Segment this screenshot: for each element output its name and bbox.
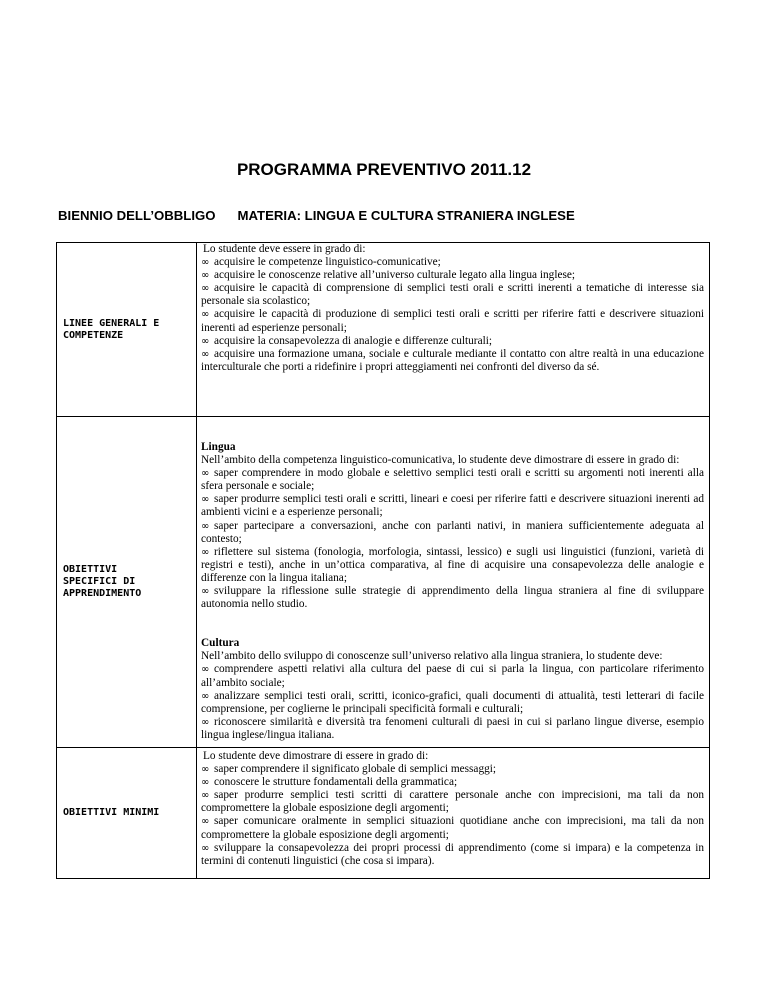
section-heading: Cultura: [201, 637, 240, 650]
list-item: ∞ sviluppare la consapevolezza dei propri processi di apprendimento (come si impara) e la competenza in termini di contenuti linguistici (che cosa si impara).: [201, 841, 704, 867]
list-item: ∞ comprendere aspetti relativi alla cultura del paese di cui si parla la lingua, con particolare riferimento all’ambito sociale;: [201, 663, 704, 689]
table-row-obiettivi-minimi: [57, 748, 710, 879]
list-item: ∞ saper comunicare oralmente in semplici situazioni quotidiane anche con imprecisioni, ma tali da non compromettere la globale esposizione degli argomenti;: [201, 815, 704, 841]
row-label: LINEE GENERALI E COMPETENZE: [63, 317, 160, 341]
bullet-icon: ∞: [201, 546, 210, 558]
bullet-list: [201, 467, 704, 611]
list-item: ∞ acquisire le conoscenze relative all’universo culturale legato alla lingua inglese;: [201, 269, 576, 282]
list-item: ∞ saper produrre semplici testi scritti di carattere personale anche con imprecisioni, ma tali da non compromettere la globale esposizione degli argomenti;: [201, 789, 704, 815]
row-content-cell: [197, 417, 710, 748]
bullet-icon: ∞: [201, 257, 210, 269]
row-label: OBIETTIVI SPECIFICI DI APPRENDIMENTO: [63, 564, 142, 599]
section-intro: Nell’ambito dello sviluppo di conoscenze sull’universo relativo alla lingua straniera, lo studente deve:: [201, 650, 663, 663]
list-item: ∞ acquisire la consapevolezza di analogie e differenze culturali;: [201, 334, 492, 347]
bullet-icon: ∞: [201, 716, 210, 728]
bullet-list: [201, 256, 704, 374]
bullet-list: [201, 763, 704, 868]
bullet-icon: ∞: [201, 520, 210, 532]
bullet-icon: ∞: [201, 586, 210, 598]
bullet-icon: ∞: [201, 309, 210, 321]
bullet-list: [201, 663, 704, 742]
program-table: [56, 242, 710, 879]
bullet-icon: ∞: [201, 816, 210, 828]
row-content-cell: [197, 748, 710, 879]
row-label: OBIETTIVI MINIMI: [63, 807, 160, 818]
row-label-cell: [57, 243, 197, 417]
bullet-icon: ∞: [201, 348, 210, 360]
list-item: ∞ saper partecipare a conversazioni, anche con parlanti nativi, in maniera sufficientemente adeguata al contesto;: [201, 519, 704, 545]
list-item: ∞ acquisire le capacità di produzione di semplici testi orali e scritti per riferire fatti e descrivere situazioni inerenti ad esperienze personali;: [201, 308, 704, 334]
bullet-icon: ∞: [201, 283, 210, 295]
subheader: [58, 208, 575, 223]
bullet-icon: ∞: [201, 270, 210, 282]
bullet-icon: ∞: [201, 494, 210, 506]
section-heading: Lingua: [201, 441, 236, 453]
section-cultura: [201, 611, 704, 742]
list-item: ∞ acquisire le competenze linguistico-comunicative;: [201, 256, 441, 269]
document-title: PROGRAMMA PREVENTIVO 2011.12: [236, 160, 532, 179]
list-item: ∞ riflettere sul sistema (fonologia, morfologia, sintassi, lessico) e sugli usi linguistici (funzioni, varietà di registri e testi), anche in un’ottica comparativa, al fine di acquisire una consapevolezza delle analogie e differenze con la lingua italiana;: [201, 545, 704, 584]
list-item: ∞ saper produrre semplici testi orali e scritti, lineari e coesi per riferire fatti e descrivere situazioni inerenti ad ambienti vicini e a esperienze personali;: [201, 493, 704, 519]
bullet-icon: ∞: [201, 777, 210, 789]
bullet-icon: ∞: [201, 690, 210, 702]
table-row-obiettivi-specifici: [57, 417, 710, 748]
section-intro: Nell’ambito della competenza linguistico-comunicativa, lo studente deve dimostrare di essere in grado di:: [201, 454, 680, 467]
row-label-cell: [57, 748, 197, 879]
row-label-cell: [57, 417, 197, 748]
list-item: ∞ riconoscere similarità e diversità tra fenomeni culturali di paesi in cui si parlano lingue diverse, esempio lingua inglese/lingua italiana.: [201, 715, 704, 741]
subheader-subject: MATERIA: LINGUA E CULTURA STRANIERA INGLESE: [237, 208, 575, 223]
subheader-level: BIENNIO DELL’OBBLIGO: [58, 208, 216, 223]
bullet-icon: ∞: [201, 842, 210, 854]
list-item: ∞ saper comprendere in modo globale e selettivo semplici testi orali e scritti su argomenti noti inerenti alla sfera personale e sociale;: [201, 467, 704, 493]
bullet-icon: ∞: [201, 790, 210, 802]
table-row-linee-generali: [57, 243, 710, 417]
list-item: ∞ saper comprendere il significato globale di semplici messaggi;: [201, 763, 497, 776]
section-lingua: [201, 417, 704, 611]
row-intro: Lo studente deve dimostrare di essere in grado di:: [203, 750, 429, 762]
bullet-icon: ∞: [201, 335, 210, 347]
list-item: ∞ acquisire una formazione umana, sociale e culturale mediante il contatto con altre realtà in una educazione interculturale che porti a ridefinire i propri atteggiamenti nei confronti del diverso da sé.: [201, 347, 704, 373]
list-item: ∞ sviluppare la riflessione sulle strategie di apprendimento della lingua straniera al fine di sviluppare autonomia nello studio.: [201, 585, 704, 611]
row-content-cell: [197, 243, 710, 417]
list-item: ∞ conoscere le strutture fondamentali della grammatica;: [201, 776, 458, 789]
list-item: ∞ acquisire le capacità di comprensione di semplici testi orali e scritti inerenti a tematiche di interesse sia personale sia scolastico;: [201, 282, 704, 308]
row-intro: Lo studente deve essere in grado di:: [203, 243, 366, 255]
list-item: ∞ analizzare semplici testi orali, scritti, iconico-grafici, quali documenti di attualità, testi letterari di facile comprensione, per coglierne le principali specificità formali e culturali;: [201, 689, 704, 715]
bullet-icon: ∞: [201, 764, 210, 776]
bullet-icon: ∞: [201, 664, 210, 676]
bullet-icon: ∞: [201, 468, 210, 480]
